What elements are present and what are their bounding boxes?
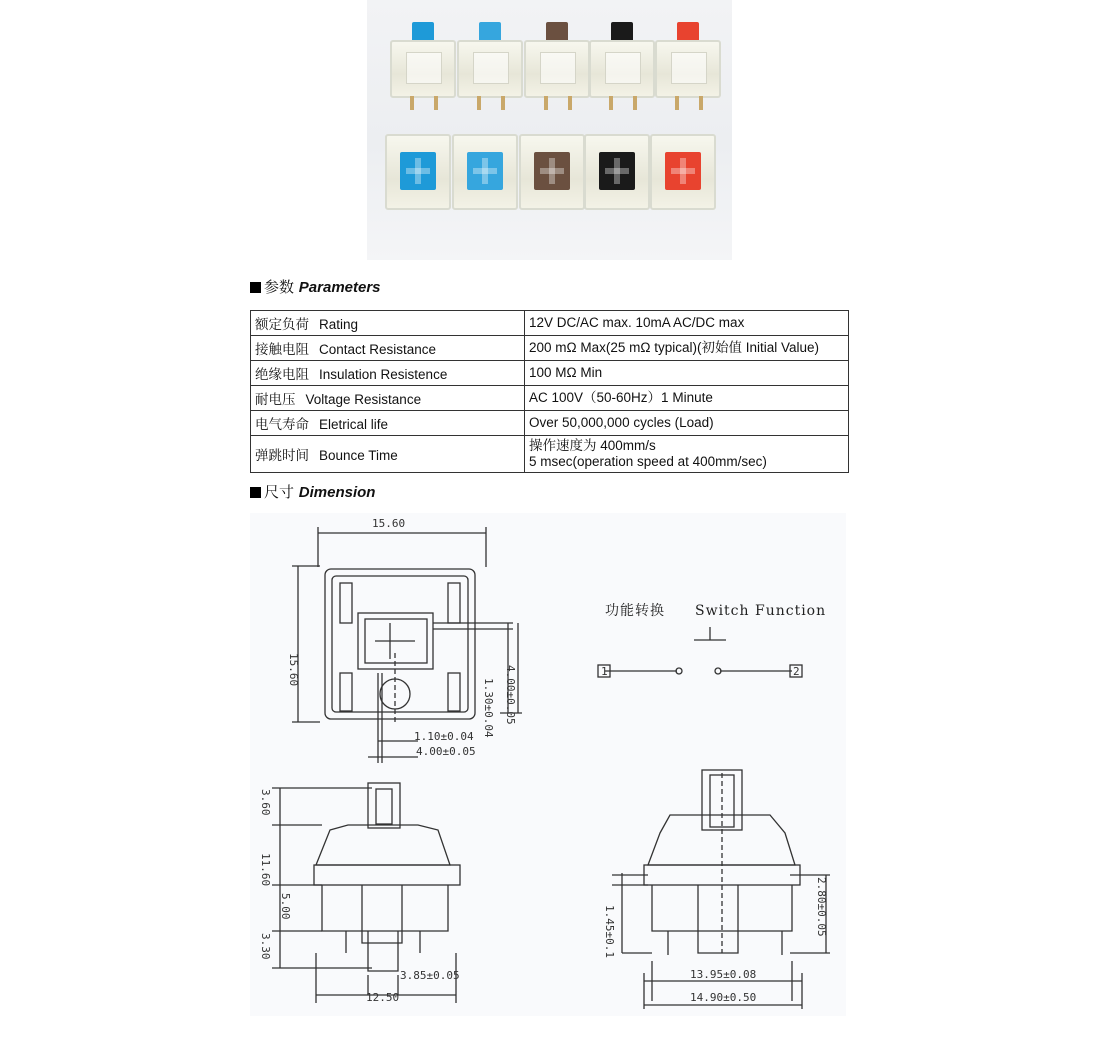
parameter-name-cn: 弹跳时间	[255, 448, 309, 464]
parameter-name	[251, 336, 525, 361]
parameter-name	[251, 386, 525, 411]
parameter-value-text: AC 100V（50-60Hz）1 Minute	[529, 390, 713, 405]
dim-line	[272, 788, 372, 968]
switch-top-view	[452, 134, 518, 214]
parameters-table	[250, 310, 849, 473]
side2-pins	[668, 931, 782, 955]
dim-3-30: 3.30	[259, 933, 272, 960]
dim-line	[368, 673, 418, 763]
switch-top-view	[385, 134, 451, 214]
side2-bottom-housing	[652, 885, 792, 931]
parameter-name-cn: 绝缘电阻	[255, 367, 309, 383]
dim-line	[612, 873, 652, 953]
bullet-square-icon	[250, 487, 261, 498]
parameter-value	[525, 411, 849, 436]
switch-function-cn: 功能转换	[605, 603, 665, 619]
parameters-heading	[250, 276, 381, 297]
parameter-row	[251, 361, 849, 386]
bullet-square-icon	[250, 282, 261, 293]
side2-post	[698, 885, 738, 953]
parameter-row	[251, 336, 849, 361]
side-bottom-housing	[322, 885, 448, 931]
dim-14-90: 14.90±0.50	[690, 991, 757, 1004]
dim-top-height: 15.60	[287, 653, 300, 687]
top-view-clip	[340, 583, 352, 623]
dim-4-00-vertical: 4.00±0.05	[504, 665, 517, 725]
switch-actuator	[694, 627, 726, 640]
parameter-value-text: 操作速度为 400mm/s	[529, 438, 656, 453]
dim-3-60: 3.60	[259, 789, 272, 816]
dim-line	[292, 566, 320, 722]
parameter-name	[251, 311, 525, 336]
parameters-heading-en: Parameters	[298, 279, 381, 296]
dim-1-10: 1.10±0.04	[414, 730, 474, 743]
parameter-value	[525, 436, 849, 473]
parameter-row	[251, 386, 849, 411]
side-pins	[346, 931, 420, 953]
dimension-drawing	[250, 513, 846, 1016]
dim-1-45: 1.45±0.1	[603, 905, 616, 958]
parameter-name	[251, 411, 525, 436]
dim-4-00-horizontal: 4.00±0.05	[416, 745, 476, 758]
dim-1-30: 1.30±0.04	[482, 678, 495, 738]
dim-line	[318, 527, 486, 567]
dimension-heading-en: Dimension	[298, 484, 376, 501]
parameter-value-text: 12V DC/AC max. 10mA AC/DC max	[529, 315, 745, 330]
dim-3-85: 3.85±0.05	[400, 969, 460, 982]
dimension-heading-cn: 尺寸	[264, 483, 295, 501]
side-stem-inner	[376, 789, 392, 824]
switch-side-view	[589, 22, 655, 110]
top-view-clip	[448, 583, 460, 623]
dim-13-95: 13.95±0.08	[690, 968, 757, 981]
parameter-name-en: Eletrical life	[319, 417, 389, 432]
parameter-value-text-2: 5 msec(operation speed at 400mm/sec)	[529, 454, 767, 469]
parameter-name	[251, 436, 525, 473]
parameter-value	[525, 311, 849, 336]
switch-top-view	[584, 134, 650, 214]
parameter-name-en: Contact Resistance	[319, 342, 437, 357]
parameter-row	[251, 411, 849, 436]
switch-side-view	[655, 22, 721, 110]
top-view-clip	[340, 673, 352, 711]
switch-top-view	[650, 134, 716, 214]
parameter-row	[251, 311, 849, 336]
dim-12-50: 12.50	[366, 991, 400, 1004]
dimension-heading	[250, 481, 375, 502]
side-post	[368, 931, 398, 971]
switch-top-view	[519, 134, 585, 214]
parameters-heading-cn: 参数	[264, 278, 295, 296]
side-stem	[368, 783, 400, 828]
parameter-value-text: 100 MΩ Min	[529, 365, 603, 380]
switch-side-view	[457, 22, 523, 110]
switch-side-view	[390, 22, 456, 110]
switch-side-view	[524, 22, 590, 110]
parameter-name-cn: 耐电压	[255, 392, 296, 408]
parameter-value	[525, 361, 849, 386]
parameter-name-cn: 电气寿命	[255, 417, 309, 433]
parameter-name-en: Rating	[319, 317, 359, 332]
parameter-value-text: Over 50,000,000 cycles (Load)	[529, 415, 714, 430]
parameter-row	[251, 436, 849, 473]
switch-photo	[367, 0, 732, 260]
dim-11-60: 11.60	[259, 853, 272, 887]
dimension-drawing-svg	[250, 513, 846, 1016]
parameter-value-text: 200 mΩ Max(25 mΩ typical)(初始值 Initial Value)	[529, 340, 820, 355]
parameter-name-en: Bounce Time	[319, 448, 398, 463]
dim-top-width: 15.60	[372, 517, 406, 530]
terminal-1-label: 1	[601, 665, 608, 678]
top-view-outline	[325, 569, 475, 719]
switch-function-en: Switch Function	[695, 603, 827, 619]
side-flange	[314, 865, 460, 885]
parameter-value	[525, 386, 849, 411]
parameter-name-cn: 额定负荷	[255, 317, 309, 333]
parameter-name-en: Insulation Resistence	[319, 367, 448, 382]
side-top-housing	[316, 825, 450, 865]
dim-5-00: 5.00	[279, 893, 292, 920]
dim-2-80: 2.80±0.05	[815, 877, 828, 937]
parameter-value	[525, 336, 849, 361]
parameter-name-cn: 接触电阻	[255, 342, 309, 358]
terminal-2-label: 2	[793, 665, 800, 678]
parameter-name	[251, 361, 525, 386]
parameter-name-en: Voltage Resistance	[305, 392, 422, 407]
top-view-clip	[448, 673, 460, 711]
